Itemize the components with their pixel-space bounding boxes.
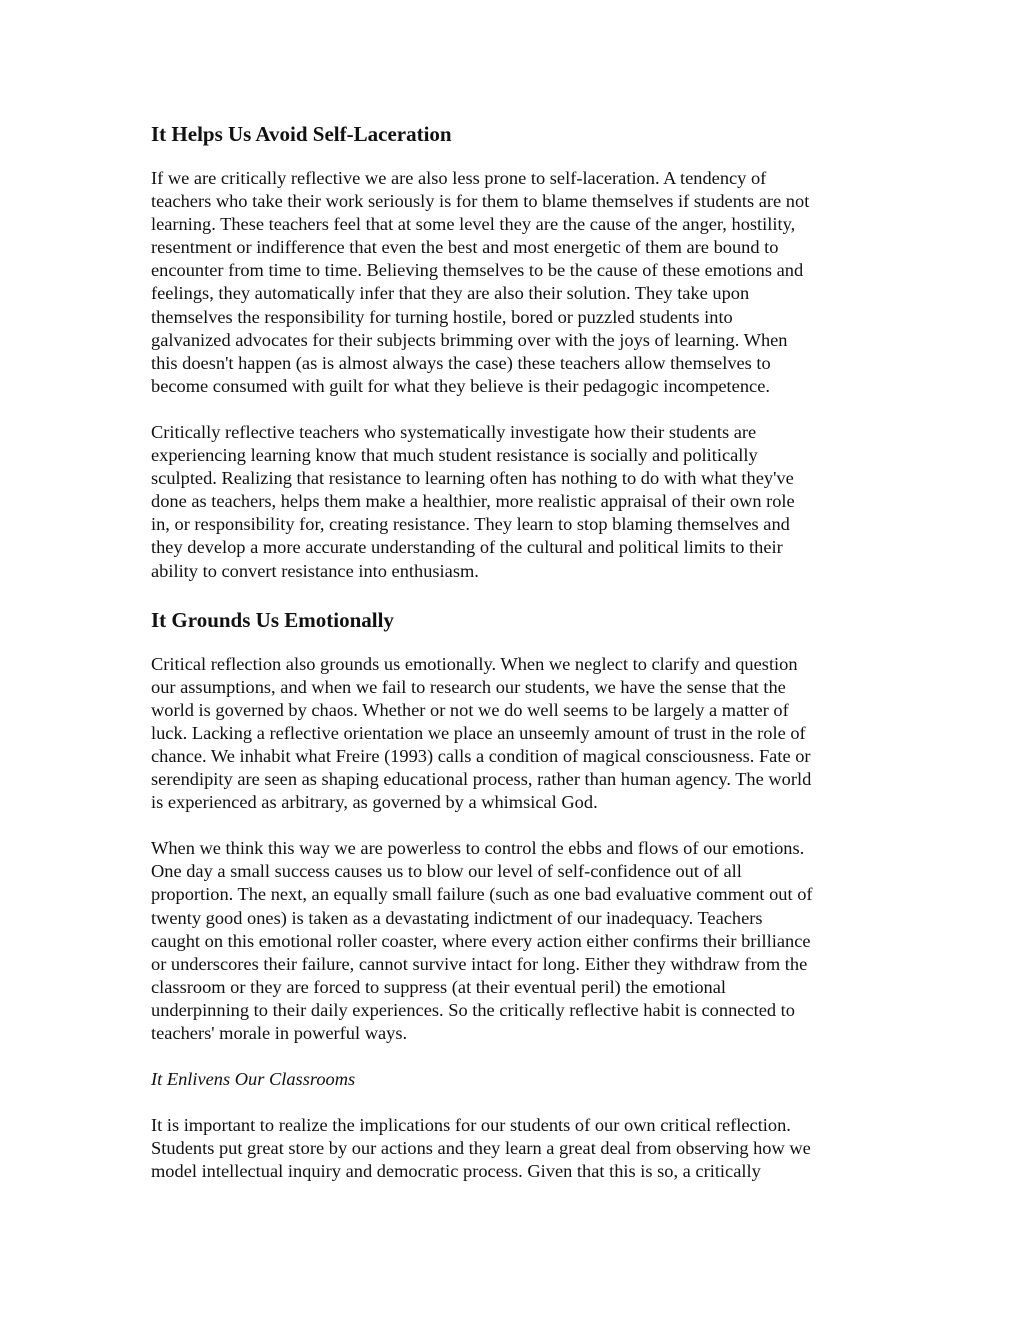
- text-line: teachers who take their work seriously is for them to blame themselves if students are not: [151, 191, 810, 212]
- text-line: teachers' morale in powerful ways.: [151, 1023, 408, 1043]
- text-line: Critically reflective teachers who systematically investigate how their students are: [151, 421, 757, 442]
- text-line: sculpted. Realizing that resistance to learning often has nothing to do with what they've: [151, 468, 794, 489]
- text-line: galvanized advocates for their subjects brimming over with the joys of learning. When: [151, 329, 788, 350]
- text-line: One day a small success causes us to blow our level of self-confidence out of all: [151, 861, 742, 882]
- text-line: world is governed by chaos. Whether or not we do well seems to be largely a matter of: [151, 699, 789, 720]
- document-body: [151, 120, 881, 1206]
- text-line: encounter from time to time. Believing themselves to be the cause of these emotions and: [151, 260, 804, 281]
- text-line: learning. These teachers feel that at some level they are the cause of the anger, hostility,: [151, 214, 796, 235]
- text-line: is experienced as arbitrary, as governed by a whimsical God.: [151, 792, 598, 813]
- text-line: When we think this way we are powerless to control the ebbs and flows of our emotions.: [151, 838, 805, 859]
- text-line: caught on this emotional roller coaster, where every action either confirms their brilliance: [151, 930, 811, 951]
- text-line: serendipity are seen as shaping educational process, rather than human agency. The world: [151, 769, 812, 790]
- paragraph-enlivens-classrooms: [151, 1114, 881, 1183]
- paragraph-grounds-emotionally-2: [151, 837, 881, 1045]
- text-line: or underscores their failure, cannot survive intact for long. Either they withdraw from the: [151, 953, 808, 974]
- paragraph-self-laceration-1: [151, 167, 881, 398]
- paragraph-grounds-emotionally-1: [151, 653, 881, 815]
- text-line: classroom or they are forced to suppress (at their eventual peril) the emotional: [151, 976, 727, 997]
- text-line: twenty good ones) is taken as a devastating indictment of our inadequacy. Teachers: [151, 907, 763, 928]
- text-line: in, or responsibility for, creating resistance. They learn to stop blaming themselves and: [151, 514, 790, 535]
- text-line: our assumptions, and when we fail to research our students, we have the sense that the: [151, 676, 786, 697]
- text-line: chance. We inhabit what Freire (1993) calls a condition of magical consciousness. Fate or: [151, 745, 811, 766]
- text-line: this doesn't happen (as is almost always the case) these teachers allow themselves to: [151, 352, 771, 373]
- italic-subheading-enlivens-classrooms: It Enlivens Our Classrooms: [151, 1069, 356, 1090]
- text-line: done as teachers, helps them make a healthier, more realistic appraisal of their own role: [151, 491, 795, 512]
- paragraph-self-laceration-2: [151, 421, 881, 583]
- text-line: feelings, they automatically infer that they are also their solution. They take upon: [151, 283, 750, 304]
- text-line: proportion. The next, an equally small failure (such as one bad evaluative comment out of: [151, 884, 813, 905]
- text-line: become consumed with guilt for what they believe is their pedagogic incompetence.: [151, 375, 770, 396]
- section-heading-grounds-emotionally: It Grounds Us Emotionally: [151, 607, 394, 632]
- text-line: experiencing learning know that much student resistance is socially and politically: [151, 445, 758, 466]
- text-line: Critical reflection also grounds us emotionally. When we neglect to clarify and question: [151, 653, 798, 674]
- text-line: model intellectual inquiry and democratic process. Given that this is so, a critically: [151, 1161, 761, 1182]
- text-line: luck. Lacking a reflective orientation we place an unseemly amount of trust in the role of: [151, 722, 806, 743]
- text-line: ability to convert resistance into enthusiasm.: [151, 560, 479, 581]
- text-line: Students put great store by our actions and they learn a great deal from observing how we: [151, 1138, 811, 1159]
- text-line: underpinning to their daily experiences. So the critically reflective habit is connected to: [151, 999, 795, 1020]
- text-line: If we are critically reflective we are also less prone to self-laceration. A tendency of: [151, 168, 767, 188]
- text-line: themselves the responsibility for turning hostile, bored or puzzled students into: [151, 306, 733, 327]
- text-line: It is important to realize the implications for our students of our own critical reflection.: [151, 1115, 791, 1136]
- text-line: resentment or indifference that even the best and most energetic of them are bound to: [151, 237, 779, 258]
- section-heading-self-laceration: It Helps Us Avoid Self-Laceration: [151, 122, 452, 146]
- text-line: they develop a more accurate understanding of the cultural and political limits to their: [151, 537, 783, 558]
